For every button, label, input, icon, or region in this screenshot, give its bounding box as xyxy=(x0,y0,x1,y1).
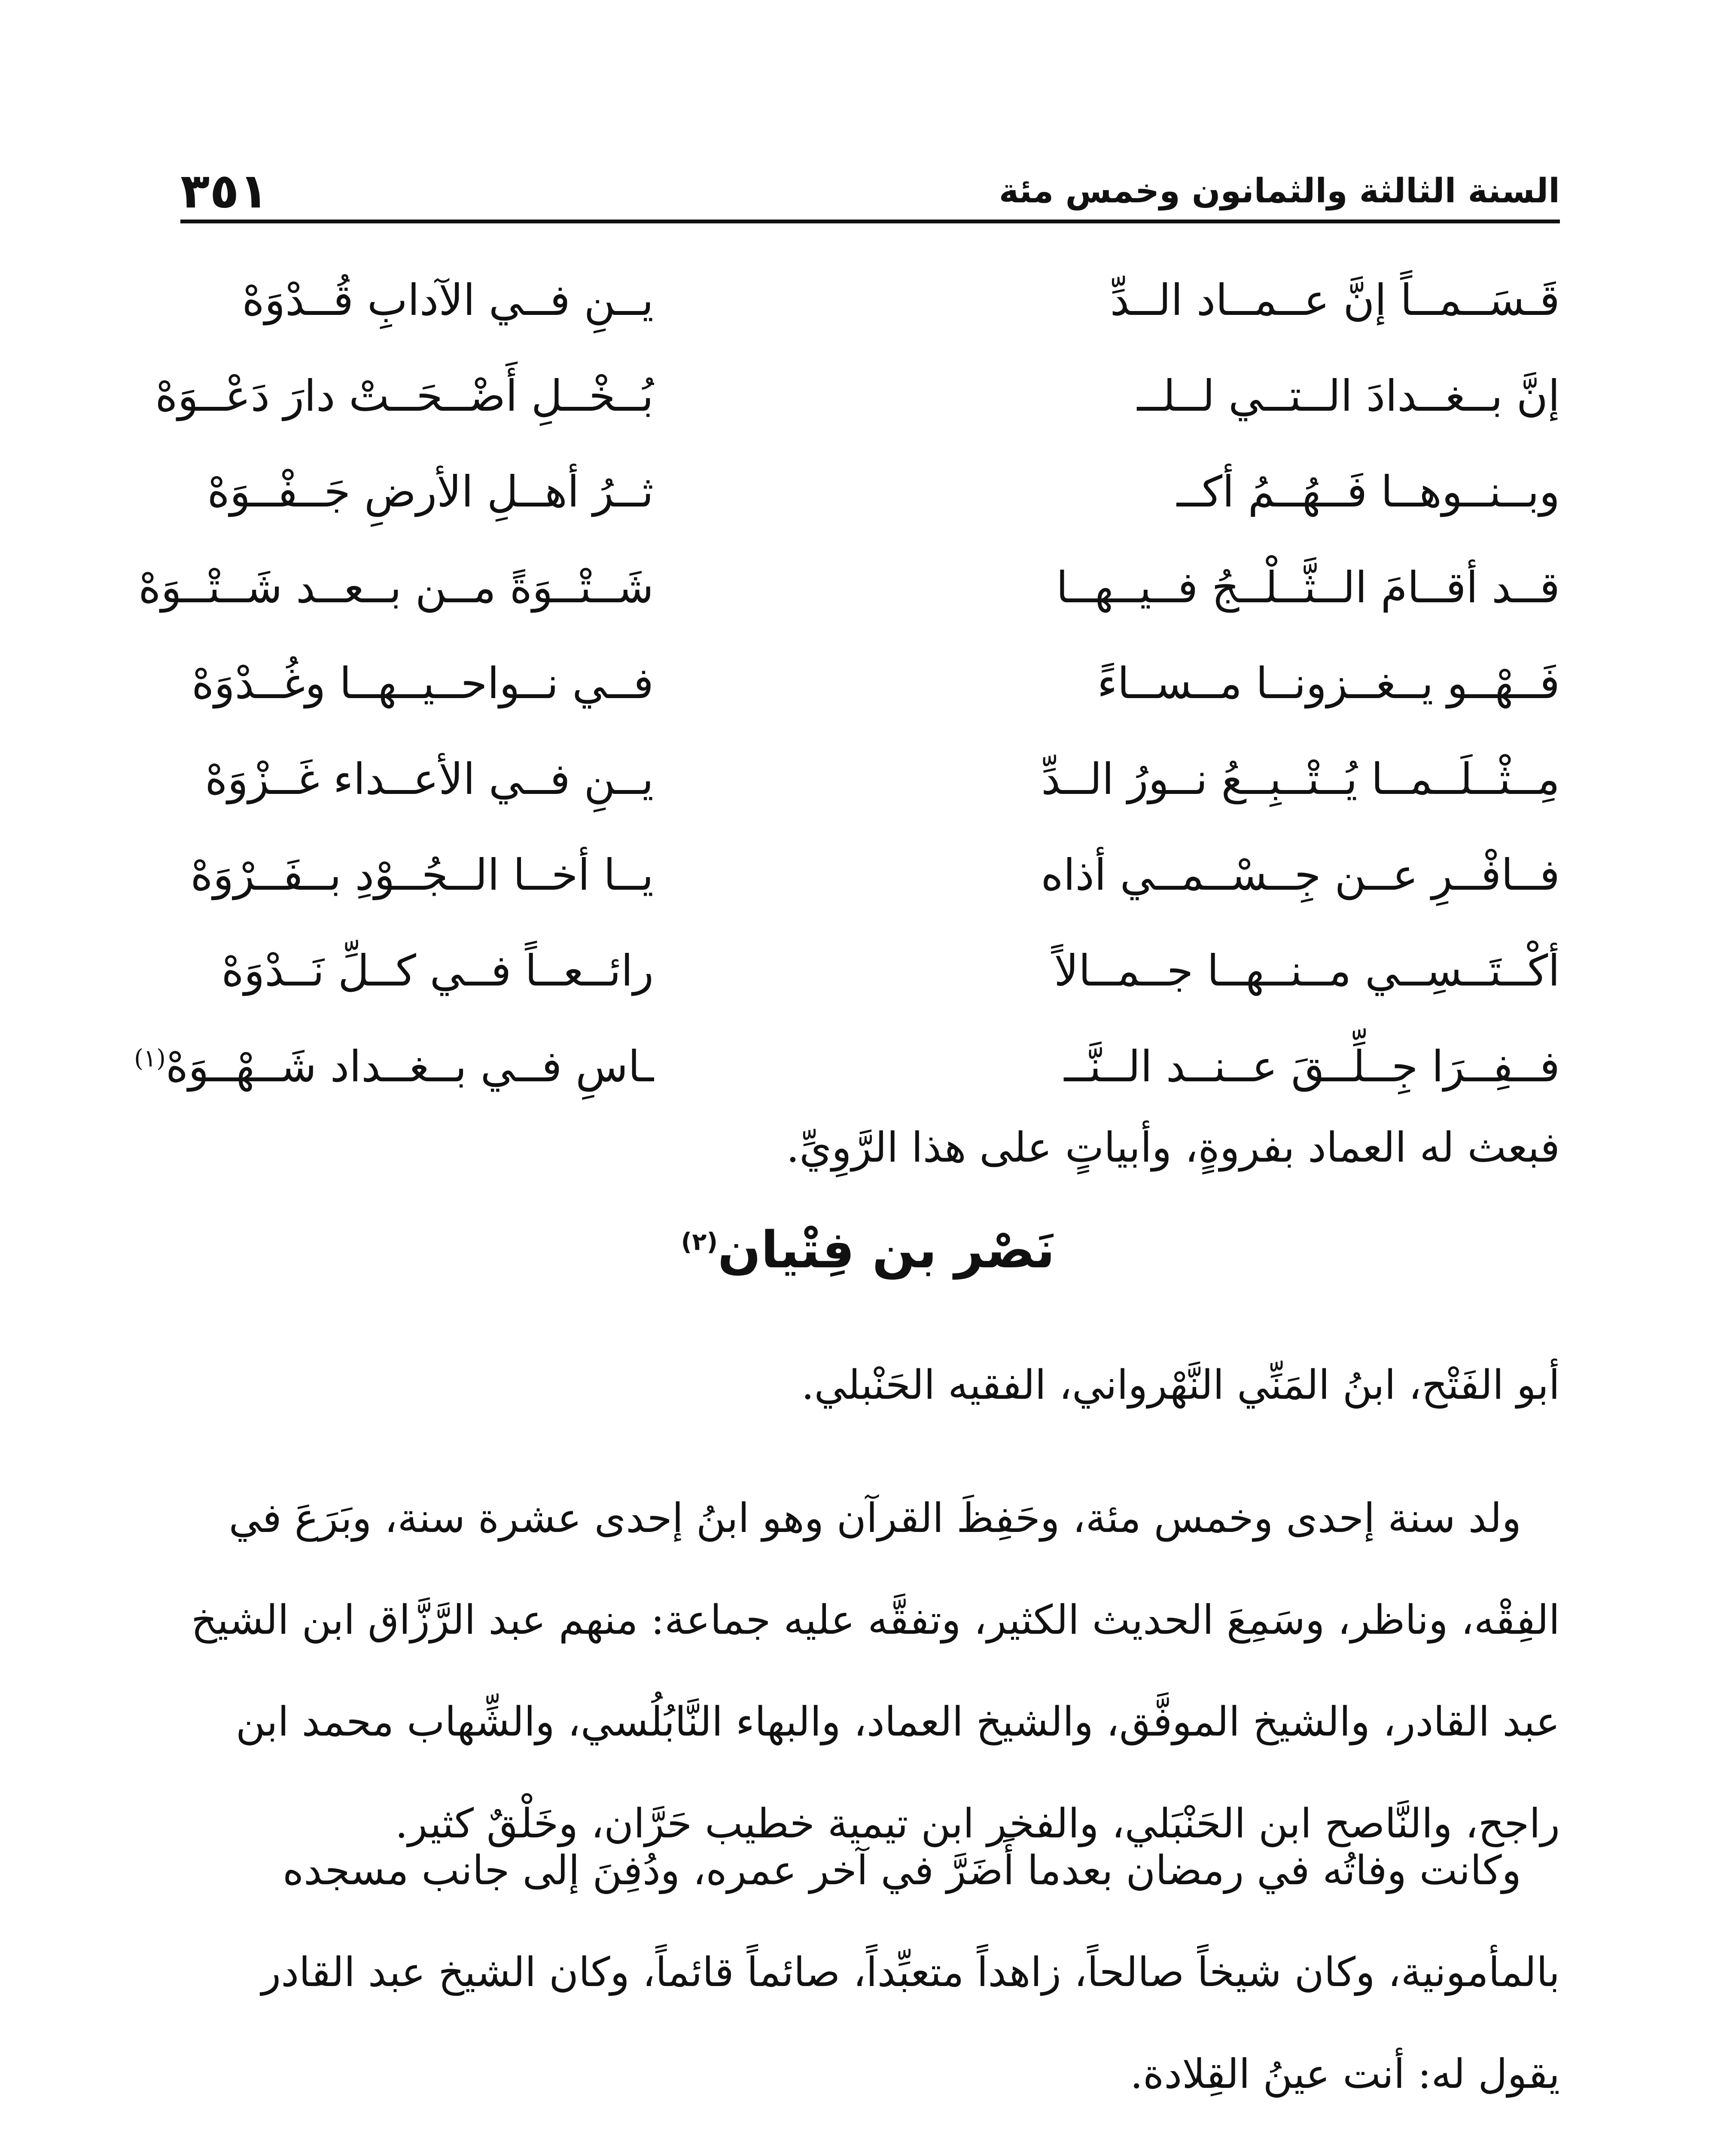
text-line: أبو الفَتْح، ابنُ المَنِّي النَّهْرواني، الفقيه الحَنْبلي. xyxy=(801,1362,1560,1409)
verse-second-hemistich: يــنِ فــي الأعــداء غَــزْوَهْ xyxy=(205,754,654,804)
poem-verse xyxy=(180,841,1560,937)
text-line: ولد سنة إحدى وخمس مئة، وحَفِظَ القرآن وهو ابنُ إحدى عشرة سنة، وبَرَعَ في xyxy=(228,1495,1521,1542)
verse-second-hemistich: فــي نــواحــيــهــا وغُــدْوَهْ xyxy=(192,658,654,708)
verse-second-hemistich: رائــعــاً فــي كــلِّ نَــدْوَهْ xyxy=(221,946,654,996)
text-line: عبد القادر، والشيخ الموفَّق، والشيخ العماد، والبهاء النَّابُلُسي، والشِّهاب محمد ابن xyxy=(235,1699,1560,1745)
verse-first-hemistich: قَـسَــمــاً إنَّ عــمــاد الــدِّ xyxy=(1110,275,1560,325)
section-heading xyxy=(0,1220,1736,1279)
poem-verse xyxy=(155,362,1560,458)
verse-first-hemistich: قــد أقــامَ الــثَّــلْــجُ فــيــهــا xyxy=(1056,562,1560,613)
paragraph xyxy=(180,1847,1560,2148)
verse-second-hemistich xyxy=(134,1041,654,1092)
header-rule xyxy=(180,220,1560,223)
poem-verse xyxy=(180,937,1560,1033)
running-header xyxy=(180,163,1560,223)
poem-verse xyxy=(180,650,1560,745)
text-line: وكانت وفاتُه في رمضان بعدما أَضَرَّ في آخر عمره، ودُفِنَ إلى جانب مسجده xyxy=(283,1847,1521,1894)
verse-second-hemistich: بُــخْــلِ أَضْــحَــتْ دارَ دَعْــوَهْ xyxy=(155,371,654,421)
verse-first-hemistich: فَــهْــو يــغــزونــا مــســاءً xyxy=(1097,658,1560,708)
verse-second-hemistich: شَــتْــوَةً مــن بــعــد شَــتْــوَهْ xyxy=(138,562,654,613)
verse-text: ـاسِ فــي بــغــداد شَــهْــوَهْ xyxy=(165,1041,654,1092)
poem xyxy=(134,266,1560,1129)
verse-first-hemistich: أكْــتَــسِــي مــنــهــا جــمــالاً xyxy=(1054,946,1560,996)
verse-first-hemistich: إنَّ بــغــدادَ الــتــي لــلــ xyxy=(1137,371,1560,421)
verse-second-hemistich: يــنِ فــي الآدابِ قُــدْوَهْ xyxy=(242,275,654,325)
verse-first-hemistich: وبــنــوهــا فَــهُــمُ أكــ xyxy=(1176,467,1560,517)
poem-verse xyxy=(180,458,1560,554)
paragraph xyxy=(180,1495,1560,1902)
post-poem-line: فبعث له العماد بفروةٍ، وأبياتٍ على هذا الرَّوِيِّ. xyxy=(786,1123,1560,1172)
verse-first-hemistich: فــافْــرِ عــن جِــسْــمــي أذاه xyxy=(1041,850,1560,900)
footnote-marker: (١) xyxy=(134,1044,166,1073)
poem-verse xyxy=(138,554,1560,650)
poem-verse xyxy=(180,745,1560,841)
verse-first-hemistich: مِــثْــلَــمــا يُــتْــبِــعُ نــورُ الــدِّ xyxy=(1041,754,1560,804)
verse-first-hemistich: فــفِــرَا جِــلِّــقَ عــنــد الــنَّــ xyxy=(1064,1041,1560,1092)
heading-text: نَصْر بن فِتْيان xyxy=(718,1220,1055,1279)
poem-verse xyxy=(180,266,1560,362)
verse-second-hemistich: ثــرُ أهــلِ الأرضِ جَــفْــوَهْ xyxy=(207,467,654,517)
poem-verse xyxy=(134,1033,1560,1129)
page-number: ٣٥١ xyxy=(180,163,269,219)
verse-second-hemistich: يــا أخــا الــجُــوْدِ بــفَــرْوَهْ xyxy=(190,850,654,900)
text-line: راجح، والنَّاصح ابن الحَنْبَلي، والفخر ابن تيمية خطيب حَرَّان، وخَلْقٌ كثير. xyxy=(395,1800,1560,1847)
running-title: السنة الثالثة والثمانون وخمس مئة xyxy=(999,172,1560,211)
paragraph xyxy=(180,1362,1560,1464)
text-line: بالمأمونية، وكان شيخاً صالحاً، زاهداً متعبِّداً، صائماً قائماً، وكان الشيخ عبد القادر xyxy=(261,1949,1560,1996)
footnote-marker: (٢) xyxy=(681,1228,718,1256)
text-line: الفِقْه، وناظر، وسَمِعَ الحديث الكثير، وتفقَّه عليه جماعة: منهم عبد الرَّزَّاق ابن الشيخ xyxy=(191,1597,1560,1644)
text-line: يقول له: أنت عينُ القِلادة. xyxy=(1130,2051,1560,2098)
